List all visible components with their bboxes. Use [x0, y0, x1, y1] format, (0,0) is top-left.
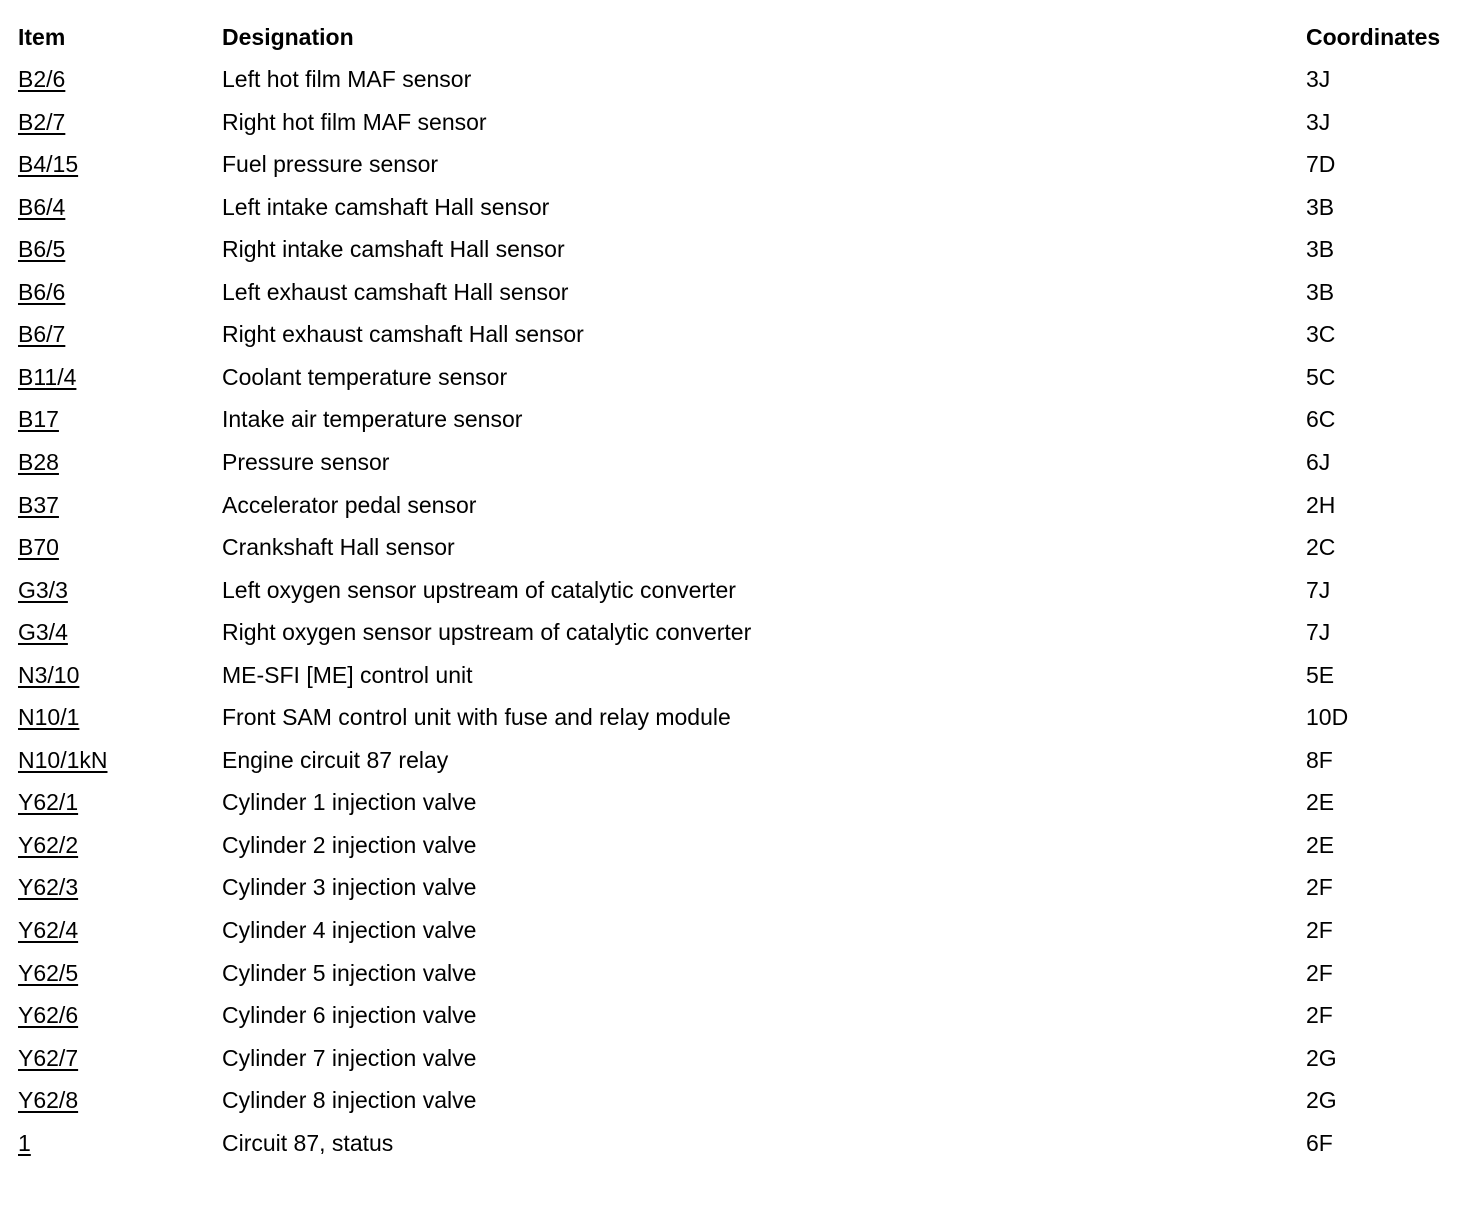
designation-cell: Cylinder 1 injection valve	[222, 789, 477, 816]
coordinates-cell: 2H	[1306, 491, 1336, 518]
table-row	[0, 441, 1472, 483]
designation-cell: Cylinder 7 injection valve	[222, 1044, 477, 1071]
item-link[interactable]: N10/1	[18, 704, 80, 731]
item-link[interactable]: Y62/7	[18, 1044, 79, 1071]
coordinates-cell: 6C	[1306, 406, 1336, 433]
table-row	[0, 866, 1472, 908]
designation-cell: Right intake camshaft Hall sensor	[222, 236, 565, 263]
coordinates-cell: 7J	[1306, 576, 1331, 603]
coordinates-cell: 2G	[1306, 1044, 1337, 1071]
item-link[interactable]: B28	[18, 448, 59, 475]
item-link[interactable]: G3/4	[18, 619, 68, 646]
designation-cell: Right hot film MAF sensor	[222, 108, 487, 135]
designation-cell: Pressure sensor	[222, 448, 390, 475]
coordinates-cell: 2E	[1306, 831, 1335, 858]
designation-cell: ME-SFI [ME] control unit	[222, 661, 473, 688]
item-link[interactable]: B2/7	[18, 108, 66, 135]
designation-cell: Intake air temperature sensor	[222, 406, 523, 433]
designation-cell: Right exhaust camshaft Hall sensor	[222, 321, 584, 348]
item-link[interactable]: Y62/5	[18, 959, 79, 986]
column-header-item: Item	[18, 24, 66, 50]
designation-cell: Circuit 87, status	[222, 1129, 394, 1156]
item-link[interactable]: B11/4	[18, 363, 77, 390]
coordinates-cell: 7D	[1306, 151, 1336, 178]
table-row	[0, 739, 1472, 781]
coordinates-cell: 3J	[1306, 108, 1331, 135]
item-link[interactable]: B6/6	[18, 278, 66, 305]
item-link[interactable]: N3/10	[18, 661, 80, 688]
table-row	[0, 781, 1472, 823]
coordinates-cell: 2G	[1306, 1087, 1337, 1114]
table-row	[0, 484, 1472, 526]
table-header	[0, 16, 1472, 58]
coordinates-cell: 8F	[1306, 746, 1333, 773]
designation-cell: Cylinder 2 injection valve	[222, 831, 477, 858]
table-row	[0, 228, 1472, 270]
coordinates-cell: 3B	[1306, 193, 1335, 220]
item-link[interactable]: 1	[18, 1129, 31, 1156]
column-header-coordinates: Coordinates	[1306, 24, 1441, 50]
coordinates-cell: 5E	[1306, 661, 1335, 688]
item-link[interactable]: B70	[18, 534, 59, 561]
table-row	[0, 1079, 1472, 1121]
table-row	[0, 1037, 1472, 1079]
designation-cell: Cylinder 6 injection valve	[222, 1002, 477, 1029]
item-link[interactable]: G3/3	[18, 576, 68, 603]
item-link[interactable]: Y62/1	[18, 789, 79, 816]
coordinates-cell: 3J	[1306, 66, 1331, 92]
coordinates-cell: 10D	[1306, 704, 1349, 731]
item-link[interactable]: Y62/4	[18, 917, 79, 943]
designation-cell: Front SAM control unit with fuse and relay module	[222, 704, 731, 731]
table-row	[0, 611, 1472, 653]
coordinates-cell: 2E	[1306, 789, 1335, 816]
coordinates-cell: 3C	[1306, 321, 1336, 348]
table-row	[0, 526, 1472, 568]
coordinates-cell: 2F	[1306, 1002, 1333, 1029]
item-link[interactable]: N10/1kN	[18, 746, 108, 773]
table-row	[0, 356, 1472, 398]
item-link[interactable]: Y62/3	[18, 874, 79, 901]
coordinates-cell: 2F	[1306, 917, 1333, 943]
item-link[interactable]: B2/6	[18, 66, 66, 92]
item-link[interactable]: Y62/6	[18, 1002, 79, 1029]
coordinates-cell: 3B	[1306, 236, 1335, 263]
table-row	[0, 101, 1472, 143]
coordinates-cell: 2F	[1306, 874, 1333, 901]
table-row	[0, 271, 1472, 313]
designation-cell: Left oxygen sensor upstream of catalytic converter	[222, 576, 736, 603]
designation-cell: Left hot film MAF sensor	[222, 66, 472, 92]
coordinates-cell: 6J	[1306, 448, 1331, 475]
item-link[interactable]: Y62/8	[18, 1087, 79, 1114]
table-row	[0, 994, 1472, 1036]
item-link[interactable]: B37	[18, 491, 59, 518]
designation-cell: Left exhaust camshaft Hall sensor	[222, 278, 569, 305]
designation-cell: Right oxygen sensor upstream of catalytic converter	[222, 619, 752, 646]
coordinates-cell: 3B	[1306, 278, 1335, 305]
item-link[interactable]: B4/15	[18, 151, 79, 178]
designation-cell: Engine circuit 87 relay	[222, 746, 449, 773]
column-header-designation: Designation	[222, 24, 354, 50]
table-row	[0, 313, 1472, 355]
coordinates-cell: 7J	[1306, 619, 1331, 646]
designation-cell: Cylinder 8 injection valve	[222, 1087, 477, 1114]
coordinates-cell: 5C	[1306, 363, 1336, 390]
coordinates-cell: 6F	[1306, 1129, 1333, 1156]
designation-cell: Cylinder 4 injection valve	[222, 917, 477, 943]
table-row	[0, 696, 1472, 738]
table-row	[0, 143, 1472, 185]
table-row	[0, 952, 1472, 994]
table-row	[0, 569, 1472, 611]
item-link[interactable]: B6/5	[18, 236, 66, 263]
table-row	[0, 909, 1472, 951]
item-link[interactable]: Y62/2	[18, 831, 79, 858]
item-link[interactable]: B6/4	[18, 193, 66, 220]
item-link[interactable]: B6/7	[18, 321, 66, 348]
designation-cell: Left intake camshaft Hall sensor	[222, 193, 550, 220]
table-row	[0, 58, 1472, 100]
table-row	[0, 1122, 1472, 1164]
coordinates-cell: 2F	[1306, 959, 1333, 986]
table-row	[0, 186, 1472, 228]
designation-cell: Fuel pressure sensor	[222, 151, 439, 178]
table-row	[0, 824, 1472, 866]
designation-cell: Crankshaft Hall sensor	[222, 534, 455, 561]
designation-cell: Cylinder 3 injection valve	[222, 874, 477, 901]
table-row	[0, 398, 1472, 440]
coordinates-cell: 2C	[1306, 534, 1336, 561]
designation-cell: Coolant temperature sensor	[222, 363, 508, 390]
designation-cell: Accelerator pedal sensor	[222, 491, 477, 518]
designation-cell: Cylinder 5 injection valve	[222, 959, 477, 986]
item-link[interactable]: B17	[18, 406, 59, 433]
table-row	[0, 654, 1472, 696]
